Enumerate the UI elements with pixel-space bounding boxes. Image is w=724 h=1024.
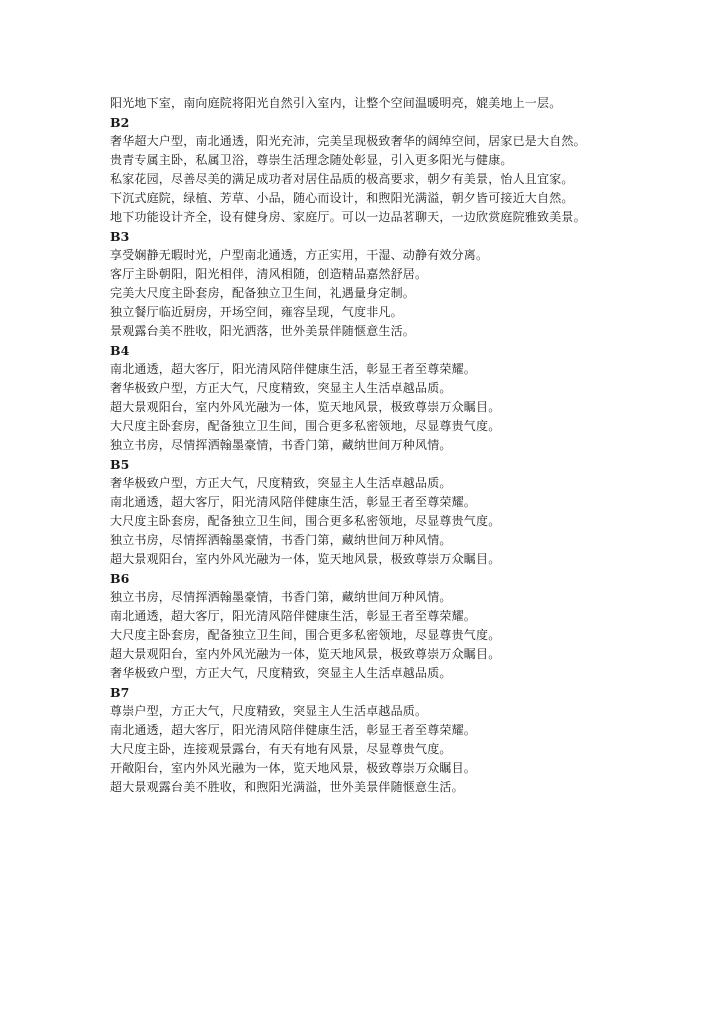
paragraph-line: 奢华极致户型，方正大气，尺度精致，突显主人生活卓越品质。 — [110, 381, 452, 395]
section-b7 — [110, 683, 710, 797]
section-heading: B7 — [110, 685, 130, 700]
paragraph-line: 客厅主卧朝阳，阳光相伴，清风相随，创造精品嘉然舒居。 — [110, 267, 428, 281]
section-b2 — [110, 113, 710, 227]
document-page — [110, 94, 710, 797]
section-b4 — [110, 341, 710, 455]
paragraph-line: 奢华极致户型，方正大气，尺度精致，突显主人生活卓越品质。 — [110, 476, 452, 490]
paragraph-line: 南北通透，超大客厅，阳光清风陪伴健康生活，彰显王者至尊荣耀。 — [110, 495, 477, 509]
paragraph-line: 私家花园，尽善尽美的满足成功者对居住品质的极高要求，朝夕有美景，怡人且宜家。 — [110, 172, 574, 186]
paragraph-line: 完美大尺度主卧套房，配备独立卫生间，礼遇量身定制。 — [110, 286, 416, 300]
paragraph-line: 独立书房，尽情挥洒翰墨豪情，书香门第，藏纳世间万种风情。 — [110, 533, 452, 547]
paragraph-line: 奢华极致户型，方正大气，尺度精致，突显主人生活卓越品质。 — [110, 666, 452, 680]
paragraph-line: 南北通透，超大客厅，阳光清风陪伴健康生活，彰显王者至尊荣耀。 — [110, 362, 477, 376]
section-heading: B5 — [110, 457, 130, 472]
paragraph-line: 大尺度主卧套房，配备独立卫生间，围合更多私密领地，尽显尊贵气度。 — [110, 514, 501, 528]
section-b3 — [110, 227, 710, 341]
paragraph-line: 独立餐厅临近厨房，开场空间，雍容呈现，气度非凡。 — [110, 305, 403, 319]
paragraph-line: 下沉式庭院，绿植、芳草、小品，随心而设计，和煦阳光满溢，朝夕皆可接近大自然。 — [110, 191, 574, 205]
paragraph-line: 享受娴静无暇时光，户型南北通透，方正实用，干湿、动静有效分离。 — [110, 248, 489, 262]
paragraph-line: 奢华超大户型，南北通透，阳光充沛，完美呈现极致奢华的阔绰空间，居家已是大自然。 — [110, 134, 586, 148]
paragraph-line: 超大景观阳台，室内外风光融为一体，览天地风景，极致尊崇万众瞩目。 — [110, 647, 501, 661]
paragraph-line: 南北通透，超大客厅，阳光清风陪伴健康生活，彰显王者至尊荣耀。 — [110, 723, 477, 737]
paragraph-line: 景观露台美不胜收，阳光洒落，世外美景伴随惬意生活。 — [110, 324, 416, 338]
paragraph-line: 独立书房，尽情挥洒翰墨豪情，书香门第，藏纳世间万种风情。 — [110, 438, 452, 452]
paragraph-line: 大尺度主卧套房，配备独立卫生间，围合更多私密领地，尽显尊贵气度。 — [110, 628, 501, 642]
paragraph-line: 超大景观露台美不胜收，和煦阳光满溢，世外美景伴随惬意生活。 — [110, 780, 464, 794]
intro-paragraph: 阳光地下室，南向庭院将阳光自然引入室内，让整个空间温暖明亮，媲美地上一层。 — [110, 96, 562, 110]
paragraph-line: 大尺度主卧，连接观景露台，有天有地有风景，尽显尊贵气度。 — [110, 742, 452, 756]
paragraph-line: 南北通透，超大客厅，阳光清风陪伴健康生活，彰显王者至尊荣耀。 — [110, 609, 477, 623]
section-heading: B4 — [110, 343, 130, 358]
paragraph-line: 超大景观阳台，室内外风光融为一体，览天地风景，极致尊崇万众瞩目。 — [110, 552, 501, 566]
paragraph-line: 大尺度主卧套房，配备独立卫生间，围合更多私密领地，尽显尊贵气度。 — [110, 419, 501, 433]
paragraph-line: 独立书房，尽情挥洒翰墨豪情，书香门第，藏纳世间万种风情。 — [110, 590, 452, 604]
section-heading: B6 — [110, 571, 130, 586]
paragraph-line: 尊崇户型，方正大气，尺度精致，突显主人生活卓越品质。 — [110, 704, 428, 718]
paragraph-line: 开敞阳台，室内外风光融为一体，览天地风景，极致尊崇万众瞩目。 — [110, 761, 477, 775]
paragraph-line: 地下功能设计齐全，设有健身房、家庭厅。可以一边品茗聊天，一边欣赏庭院雅致美景。 — [110, 210, 586, 224]
paragraph-line: 贵青专属主卧，私属卫浴，尊崇生活理念随处彰显，引入更多阳光与健康。 — [110, 153, 513, 167]
section-heading: B3 — [110, 229, 130, 244]
section-b5 — [110, 455, 710, 569]
paragraph-line: 超大景观阳台，室内外风光融为一体，览天地风景，极致尊崇万众瞩目。 — [110, 400, 501, 414]
section-b6 — [110, 569, 710, 683]
section-heading: B2 — [110, 115, 130, 130]
